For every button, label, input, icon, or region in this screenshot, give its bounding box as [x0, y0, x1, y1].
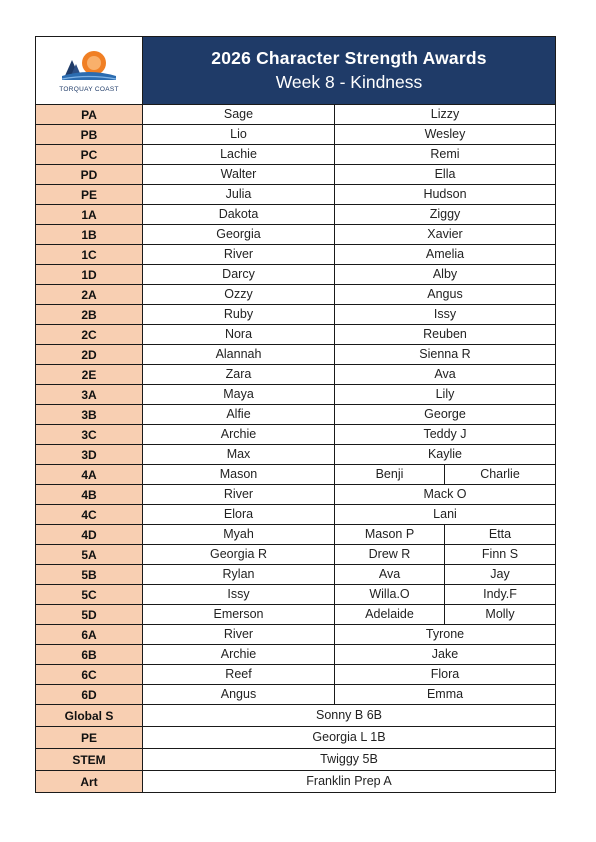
award-row: [36, 385, 556, 405]
student-name: Lizzy: [335, 105, 556, 125]
student-name: Alannah: [143, 345, 335, 365]
student-name: Hudson: [335, 185, 556, 205]
student-name: Ruby: [143, 305, 335, 325]
student-name: Ziggy: [335, 205, 556, 225]
student-name: Willa.O: [335, 585, 445, 605]
award-row: [36, 205, 556, 225]
class-label: 3D: [36, 445, 143, 465]
student-name: Mack O: [335, 485, 556, 505]
student-name: Sienna R: [335, 345, 556, 365]
award-row: [36, 265, 556, 285]
award-row: [36, 685, 556, 705]
student-name: Amelia: [335, 245, 556, 265]
class-label: 5D: [36, 605, 143, 625]
student-name: River: [143, 625, 335, 645]
student-name: Jake: [335, 645, 556, 665]
class-label: 2C: [36, 325, 143, 345]
page-subtitle: Week 8 - Kindness: [275, 72, 423, 92]
award-row: [36, 245, 556, 265]
student-name: Georgia: [143, 225, 335, 245]
award-row: [36, 525, 556, 545]
class-label: 4A: [36, 465, 143, 485]
class-label: PD: [36, 165, 143, 185]
student-name: Finn S: [445, 545, 556, 565]
student-name: Lani: [335, 505, 556, 525]
student-name: Angus: [335, 285, 556, 305]
award-row: [36, 285, 556, 305]
class-label: 1B: [36, 225, 143, 245]
class-label: 1C: [36, 245, 143, 265]
class-label: Art: [36, 771, 143, 793]
student-name: Myah: [143, 525, 335, 545]
student-name: Sonny B 6B: [143, 705, 556, 727]
student-name: Max: [143, 445, 335, 465]
school-logo: [36, 37, 143, 105]
student-name: Reef: [143, 665, 335, 685]
student-name: Etta: [445, 525, 556, 545]
student-name: Walter: [143, 165, 335, 185]
student-name: Wesley: [335, 125, 556, 145]
award-row: [36, 185, 556, 205]
student-name: Dakota: [143, 205, 335, 225]
class-label: 4B: [36, 485, 143, 505]
award-row: [36, 771, 556, 793]
student-name: Benji: [335, 465, 445, 485]
award-row: [36, 605, 556, 625]
class-label: 1D: [36, 265, 143, 285]
class-label: 3B: [36, 405, 143, 425]
awards-table: [35, 36, 556, 793]
student-name: Ella: [335, 165, 556, 185]
student-name: Reuben: [335, 325, 556, 345]
award-row: [36, 225, 556, 245]
award-row: [36, 645, 556, 665]
student-name: Lily: [335, 385, 556, 405]
student-name: Archie: [143, 645, 335, 665]
class-label: 3A: [36, 385, 143, 405]
award-row: [36, 345, 556, 365]
student-name: Flora: [335, 665, 556, 685]
page-title: 2026 Character Strength Awards: [211, 47, 487, 68]
class-label: Global S: [36, 705, 143, 727]
award-row: [36, 485, 556, 505]
student-name: Ava: [335, 365, 556, 385]
award-row: [36, 505, 556, 525]
award-row: [36, 625, 556, 645]
award-row: [36, 165, 556, 185]
student-name: Rylan: [143, 565, 335, 585]
student-name: Remi: [335, 145, 556, 165]
class-label: 2B: [36, 305, 143, 325]
award-row: [36, 305, 556, 325]
student-name: Teddy J: [335, 425, 556, 445]
student-name: Alfie: [143, 405, 335, 425]
student-name: Zara: [143, 365, 335, 385]
award-row: [36, 465, 556, 485]
student-name: Georgia R: [143, 545, 335, 565]
student-name: Franklin Prep A: [143, 771, 556, 793]
class-label: 5B: [36, 565, 143, 585]
student-name: Elora: [143, 505, 335, 525]
class-label: 6A: [36, 625, 143, 645]
student-name: Mason: [143, 465, 335, 485]
student-name: Kaylie: [335, 445, 556, 465]
student-name: Adelaide: [335, 605, 445, 625]
class-label: PE: [36, 185, 143, 205]
header-row: [36, 37, 556, 105]
award-row: [36, 365, 556, 385]
title-block: [143, 37, 556, 105]
award-row: [36, 125, 556, 145]
award-row: [36, 105, 556, 125]
award-row: [36, 749, 556, 771]
class-label: STEM: [36, 749, 143, 771]
student-name: Lachie: [143, 145, 335, 165]
class-label: 2A: [36, 285, 143, 305]
award-row: [36, 405, 556, 425]
award-row: [36, 727, 556, 749]
student-name: Issy: [143, 585, 335, 605]
logo-text: TORQUAY COAST: [59, 86, 119, 93]
class-label: 3C: [36, 425, 143, 445]
logo-icon: [60, 48, 118, 84]
student-name: Alby: [335, 265, 556, 285]
award-row: [36, 545, 556, 565]
student-name: Twiggy 5B: [143, 749, 556, 771]
student-name: River: [143, 485, 335, 505]
student-name: Darcy: [143, 265, 335, 285]
award-row: [36, 665, 556, 685]
student-name: Julia: [143, 185, 335, 205]
student-name: Indy.F: [445, 585, 556, 605]
class-label: 5C: [36, 585, 143, 605]
student-name: Sage: [143, 105, 335, 125]
award-row: [36, 565, 556, 585]
student-name: Issy: [335, 305, 556, 325]
student-name: Drew R: [335, 545, 445, 565]
class-label: 2E: [36, 365, 143, 385]
award-row: [36, 425, 556, 445]
student-name: Emma: [335, 685, 556, 705]
class-label: 4C: [36, 505, 143, 525]
student-name: Ozzy: [143, 285, 335, 305]
student-name: George: [335, 405, 556, 425]
award-row: [36, 145, 556, 165]
student-name: Angus: [143, 685, 335, 705]
class-label: 1A: [36, 205, 143, 225]
award-row: [36, 325, 556, 345]
class-label: 6C: [36, 665, 143, 685]
student-name: Archie: [143, 425, 335, 445]
student-name: Maya: [143, 385, 335, 405]
student-name: Molly: [445, 605, 556, 625]
student-name: Emerson: [143, 605, 335, 625]
class-label: 2D: [36, 345, 143, 365]
class-label: PB: [36, 125, 143, 145]
student-name: Georgia L 1B: [143, 727, 556, 749]
class-label: PA: [36, 105, 143, 125]
class-label: PE: [36, 727, 143, 749]
student-name: Charlie: [445, 465, 556, 485]
student-name: Nora: [143, 325, 335, 345]
student-name: River: [143, 245, 335, 265]
class-label: 4D: [36, 525, 143, 545]
student-name: Jay: [445, 565, 556, 585]
class-label: PC: [36, 145, 143, 165]
award-row: [36, 705, 556, 727]
class-label: 6B: [36, 645, 143, 665]
student-name: Tyrone: [335, 625, 556, 645]
award-row: [36, 585, 556, 605]
class-label: 5A: [36, 545, 143, 565]
student-name: Ava: [335, 565, 445, 585]
student-name: Xavier: [335, 225, 556, 245]
class-label: 6D: [36, 685, 143, 705]
student-name: Mason P: [335, 525, 445, 545]
award-row: [36, 445, 556, 465]
student-name: Lio: [143, 125, 335, 145]
